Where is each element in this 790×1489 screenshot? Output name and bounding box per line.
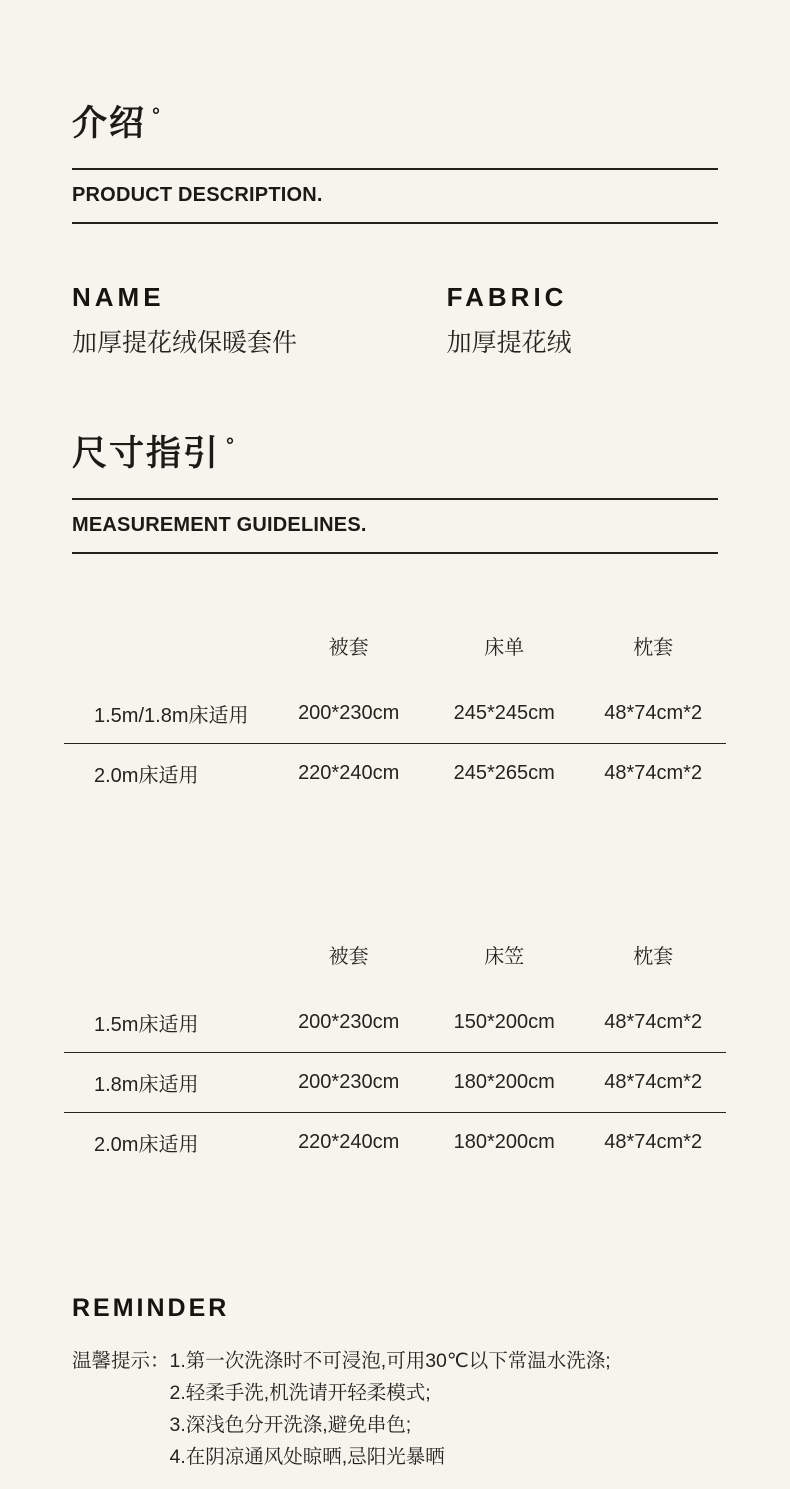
size-table-sheet-set — [72, 616, 718, 803]
row-label: 1.5m床适用 — [94, 1014, 199, 1036]
product-fabric-block — [447, 282, 718, 359]
reminder-title: REMINDER — [72, 1294, 230, 1322]
product-name-block — [72, 282, 447, 359]
care-tips — [72, 1345, 718, 1473]
fitted-sheet-size: 150*200cm — [453, 1011, 555, 1033]
size-guide-subtitle: MEASUREMENT GUIDELINES. — [72, 514, 367, 536]
pillowcase-size: 48*74cm*2 — [580, 744, 726, 804]
tip-item: 2.轻柔手洗,机洗请开轻柔模式; — [169, 1382, 431, 1404]
row-label: 1.5m/1.8m床适用 — [94, 705, 249, 727]
row-label: 2.0m床适用 — [64, 744, 269, 804]
flat-sheet-size: 245*245cm — [453, 702, 555, 724]
column-header-size — [64, 925, 269, 993]
size-guide-section — [72, 433, 718, 554]
intro-title-text: 介绍 — [72, 104, 147, 143]
divider — [72, 222, 718, 224]
duvet-cover-size: 200*230cm — [298, 1011, 400, 1033]
intro-subtitle: PRODUCT DESCRIPTION. — [72, 184, 323, 206]
fitted-sheet-size: 180*200cm — [428, 1053, 580, 1113]
degree-mark: ° — [226, 435, 237, 458]
table-row — [64, 1113, 726, 1173]
pillowcase-size: 48*74cm*2 — [604, 1011, 703, 1033]
column-header-flat-sheet: 床单 — [484, 637, 525, 659]
duvet-cover-size: 220*240cm — [269, 1113, 428, 1173]
pillowcase-size: 48*74cm*2 — [580, 1053, 726, 1113]
duvet-cover-size: 200*230cm — [298, 702, 400, 724]
intro-title — [72, 103, 718, 145]
column-header-duvet-cover: 被套 — [328, 637, 369, 659]
row-label: 2.0m床适用 — [64, 1113, 269, 1173]
tip-item: 4.在阴凉通风处晾晒,忌阳光暴晒 — [169, 1446, 445, 1468]
column-header-fitted-sheet: 床笠 — [484, 946, 525, 968]
intro-section — [72, 103, 718, 224]
size-table-fitted-set — [72, 925, 718, 1172]
column-header-duvet-cover: 被套 — [328, 946, 369, 968]
table-row — [64, 993, 726, 1053]
tip-item: 1.第一次洗涤时不可浸泡,可用30℃以下常温水洗涤; — [169, 1350, 611, 1372]
divider — [72, 552, 718, 554]
duvet-cover-size: 200*230cm — [269, 1053, 428, 1113]
flat-sheet-size: 245*265cm — [428, 744, 580, 804]
table-header-row — [64, 925, 726, 993]
size-guide-title — [72, 433, 718, 475]
tip-item: 3.深浅色分开洗涤,避免串色; — [169, 1414, 412, 1436]
table-row — [64, 1053, 726, 1113]
column-header-size — [64, 616, 269, 684]
degree-mark: ° — [152, 105, 163, 128]
column-header-pillowcase: 枕套 — [633, 637, 674, 659]
name-label: NAME — [72, 282, 165, 312]
table-row — [64, 744, 726, 804]
duvet-cover-size: 220*240cm — [269, 744, 428, 804]
name-value: 加厚提花绒保暖套件 — [72, 329, 298, 357]
tips-list — [170, 1345, 611, 1473]
product-spec-row — [72, 282, 718, 359]
fitted-sheet-size: 180*200cm — [428, 1113, 580, 1173]
row-label: 1.8m床适用 — [64, 1053, 269, 1113]
tips-label: 温馨提示： — [72, 1350, 170, 1372]
pillowcase-size: 48*74cm*2 — [580, 1113, 726, 1173]
reminder-section — [72, 1294, 718, 1473]
fabric-label: FABRIC — [446, 282, 568, 312]
fabric-value: 加厚提花绒 — [446, 329, 572, 357]
size-guide-title-text: 尺寸指引 — [72, 434, 221, 473]
table-header-row — [64, 616, 726, 684]
pillowcase-size: 48*74cm*2 — [604, 702, 703, 724]
column-header-pillowcase: 枕套 — [633, 946, 674, 968]
table-row — [64, 684, 726, 744]
